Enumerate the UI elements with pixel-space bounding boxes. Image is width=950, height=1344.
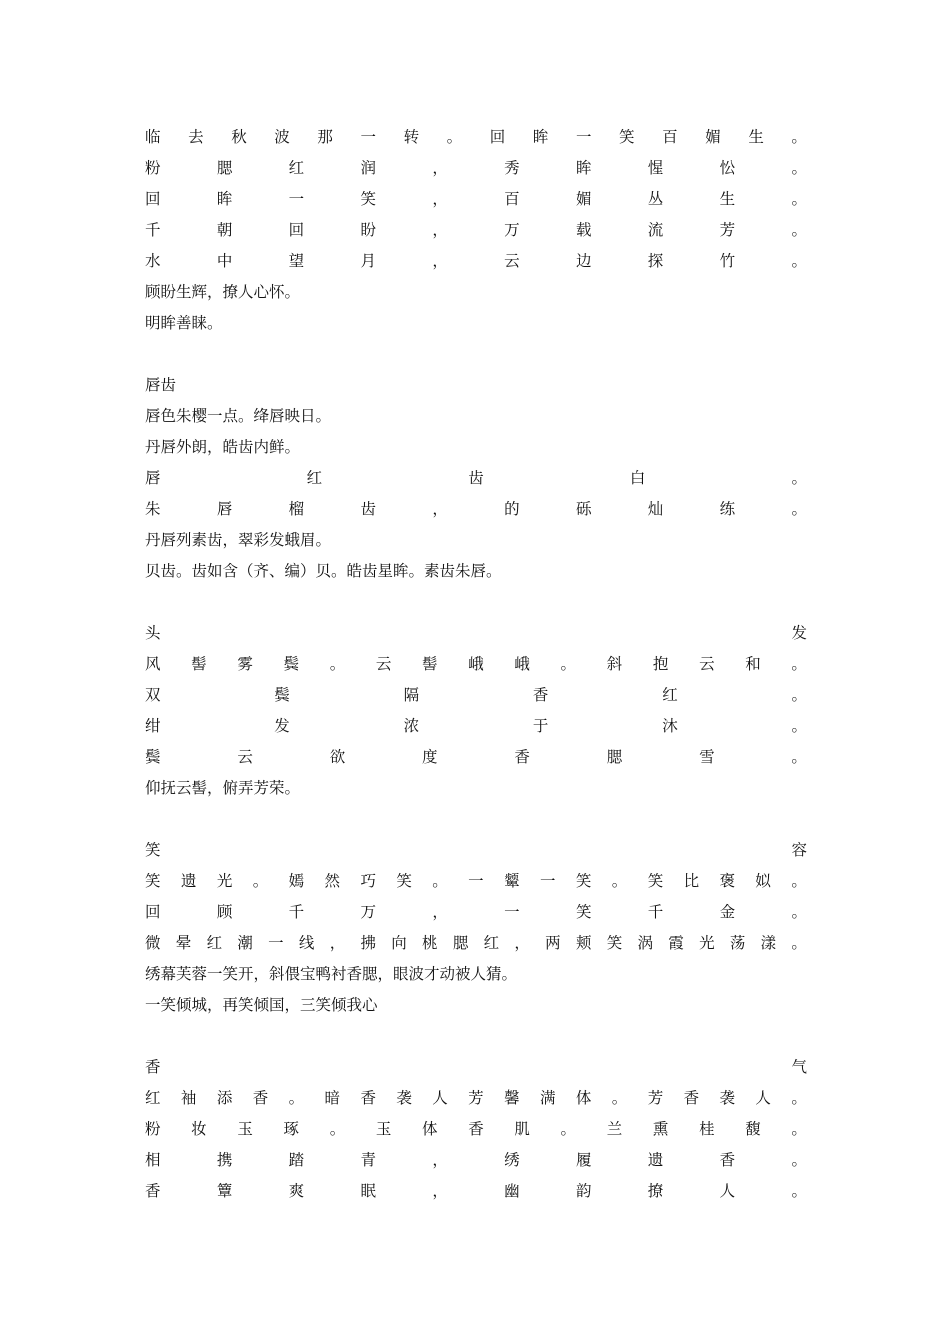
character: 齿 bbox=[360, 500, 376, 518]
character: 满 bbox=[539, 1089, 556, 1107]
character: 体 bbox=[422, 1120, 438, 1138]
character: 红 bbox=[145, 1089, 161, 1107]
character: 拂 bbox=[360, 934, 376, 952]
character: 回 bbox=[145, 190, 161, 208]
text-line-justified bbox=[145, 680, 807, 711]
character: 红 bbox=[288, 159, 305, 177]
character: 绣 bbox=[504, 1151, 520, 1169]
character: 腮 bbox=[452, 934, 469, 952]
character: 抱 bbox=[652, 655, 669, 673]
character: 于 bbox=[532, 717, 549, 735]
character: 惺 bbox=[647, 159, 664, 177]
character: 踏 bbox=[288, 1151, 305, 1169]
character: 。 bbox=[791, 190, 807, 208]
character: 。 bbox=[791, 872, 807, 890]
character: 回 bbox=[489, 128, 506, 146]
character: 腮 bbox=[216, 159, 233, 177]
text-line: 丹唇列素齿，翠彩发蛾眉。 bbox=[145, 531, 332, 549]
character: 千 bbox=[145, 221, 161, 239]
character: 。 bbox=[791, 1182, 807, 1200]
character: 。 bbox=[791, 128, 807, 146]
character: 顾 bbox=[216, 903, 233, 921]
text-line: 仰抚云髻，俯弄芳荣。 bbox=[145, 779, 301, 797]
character: 波 bbox=[274, 128, 290, 146]
text-line: 丹唇外朗，皓齿内鲜。 bbox=[145, 438, 301, 456]
character: 。 bbox=[791, 903, 807, 921]
text-line-justified bbox=[145, 1114, 807, 1145]
character: 光 bbox=[699, 934, 715, 952]
character: 。 bbox=[329, 655, 346, 673]
character: 。 bbox=[791, 686, 807, 704]
character: 人 bbox=[719, 1182, 736, 1200]
text-line-justified bbox=[145, 866, 807, 897]
character: 百 bbox=[504, 190, 520, 208]
text-line: 唇齿 bbox=[145, 376, 177, 394]
character: 媚 bbox=[705, 128, 721, 146]
character: 潮 bbox=[237, 934, 253, 952]
character: 峨 bbox=[468, 655, 484, 673]
character: 盼 bbox=[360, 221, 376, 239]
character: 峨 bbox=[514, 655, 530, 673]
character: 笑 bbox=[619, 128, 635, 146]
blank-line bbox=[145, 339, 807, 370]
text-line-justified bbox=[145, 494, 807, 525]
character: 一 bbox=[288, 190, 305, 208]
character: ， bbox=[432, 252, 448, 270]
character: 香 bbox=[145, 1058, 161, 1076]
character: 。 bbox=[560, 655, 577, 673]
text-line-justified bbox=[145, 184, 807, 215]
character: 头 bbox=[145, 624, 161, 642]
character: 颦 bbox=[504, 872, 520, 890]
character: 雪 bbox=[699, 748, 715, 766]
character: 青 bbox=[360, 1151, 376, 1169]
character: 髻 bbox=[191, 655, 207, 673]
character: 香 bbox=[468, 1120, 484, 1138]
character: 。 bbox=[791, 1151, 807, 1169]
character: 履 bbox=[575, 1151, 592, 1169]
text-line-justified bbox=[145, 649, 807, 680]
character: 一 bbox=[360, 128, 376, 146]
character: 。 bbox=[791, 748, 807, 766]
text-line-justified bbox=[145, 711, 807, 742]
text-line: 明眸善睐。 bbox=[145, 314, 223, 332]
character: 涡 bbox=[637, 934, 654, 952]
character: 千 bbox=[647, 903, 664, 921]
text-line-justified bbox=[145, 1052, 807, 1083]
character: ， bbox=[432, 500, 448, 518]
character: 桃 bbox=[422, 934, 438, 952]
character: 遗 bbox=[180, 872, 197, 890]
character: 砾 bbox=[575, 500, 592, 518]
character: 笑 bbox=[575, 872, 592, 890]
character: 相 bbox=[145, 1151, 161, 1169]
character: 携 bbox=[216, 1151, 233, 1169]
character: 兰 bbox=[606, 1120, 623, 1138]
character: 。 bbox=[791, 159, 807, 177]
text-line-justified bbox=[145, 897, 807, 928]
character: ， bbox=[432, 1151, 448, 1169]
character: 香 bbox=[514, 748, 530, 766]
character: 。 bbox=[791, 1089, 807, 1107]
character: 韵 bbox=[575, 1182, 592, 1200]
character: 生 bbox=[748, 128, 764, 146]
character: 秀 bbox=[504, 159, 520, 177]
character: 流 bbox=[647, 221, 664, 239]
text-line-justified bbox=[145, 1176, 807, 1207]
character: 遗 bbox=[647, 1151, 664, 1169]
text-line: 唇色朱樱一点。绛唇映日。 bbox=[145, 407, 332, 425]
character: 桂 bbox=[699, 1120, 715, 1138]
character: 香 bbox=[683, 1089, 700, 1107]
character: 线 bbox=[298, 934, 315, 952]
blank-line bbox=[145, 804, 807, 835]
character: 妆 bbox=[191, 1120, 207, 1138]
character: 。 bbox=[611, 1089, 628, 1107]
character: 肌 bbox=[514, 1120, 530, 1138]
character: 霞 bbox=[668, 934, 684, 952]
character: 水 bbox=[145, 252, 161, 270]
text-line-justified bbox=[145, 928, 807, 959]
character: 笑 bbox=[606, 934, 623, 952]
character: 一 bbox=[504, 903, 520, 921]
character: 玉 bbox=[237, 1120, 253, 1138]
character: 巧 bbox=[360, 872, 376, 890]
character: 暗 bbox=[324, 1089, 341, 1107]
character: 月 bbox=[360, 252, 376, 270]
character: 斜 bbox=[606, 655, 623, 673]
text-line-justified bbox=[145, 215, 807, 246]
character: ， bbox=[432, 903, 448, 921]
character: 笑 bbox=[396, 872, 412, 890]
character: 袭 bbox=[719, 1089, 736, 1107]
character: 。 bbox=[611, 872, 628, 890]
text-line-justified bbox=[145, 122, 807, 153]
character: 体 bbox=[575, 1089, 592, 1107]
character: 。 bbox=[432, 872, 448, 890]
character: 秋 bbox=[231, 128, 247, 146]
character: 然 bbox=[324, 872, 341, 890]
character: 粉 bbox=[145, 1120, 161, 1138]
character: 馨 bbox=[504, 1089, 520, 1107]
character: 鬓 bbox=[283, 655, 300, 673]
character: 。 bbox=[791, 1120, 807, 1138]
text-line-justified bbox=[145, 153, 807, 184]
character: 发 bbox=[791, 624, 807, 642]
character: 万 bbox=[360, 903, 376, 921]
character: 香 bbox=[719, 1151, 736, 1169]
text-line-justified bbox=[145, 246, 807, 277]
character: 眠 bbox=[360, 1182, 376, 1200]
character: 晕 bbox=[175, 934, 192, 952]
character: 姒 bbox=[755, 872, 771, 890]
character: 忪 bbox=[719, 159, 736, 177]
character: 笑 bbox=[360, 190, 376, 208]
character: 荡 bbox=[729, 934, 746, 952]
character: 一 bbox=[468, 872, 484, 890]
character: 笑 bbox=[575, 903, 592, 921]
character: 唇 bbox=[216, 500, 233, 518]
character: 探 bbox=[647, 252, 664, 270]
character: 白 bbox=[629, 469, 646, 487]
character: 袭 bbox=[396, 1089, 412, 1107]
text-line-justified bbox=[145, 742, 807, 773]
character: 添 bbox=[216, 1089, 233, 1107]
character: 笑 bbox=[647, 872, 664, 890]
character: 万 bbox=[504, 221, 520, 239]
character: 。 bbox=[329, 1120, 346, 1138]
character: 熏 bbox=[652, 1120, 669, 1138]
text-line-justified bbox=[145, 1083, 807, 1114]
character: 粉 bbox=[145, 159, 161, 177]
character: 。 bbox=[791, 934, 807, 952]
text-line: 贝齿。齿如含（齐、编）贝。皓齿星眸。素齿朱唇。 bbox=[145, 562, 502, 580]
character: 腮 bbox=[606, 748, 623, 766]
character: 生 bbox=[719, 190, 736, 208]
character: 的 bbox=[504, 500, 520, 518]
character: 眸 bbox=[532, 128, 549, 146]
character: 香 bbox=[360, 1089, 376, 1107]
character: 漾 bbox=[760, 934, 777, 952]
character: 袖 bbox=[180, 1089, 197, 1107]
character: 香 bbox=[252, 1089, 269, 1107]
character: 丛 bbox=[647, 190, 664, 208]
character: 百 bbox=[662, 128, 678, 146]
character: 褒 bbox=[719, 872, 736, 890]
character: 齿 bbox=[468, 469, 484, 487]
character: ， bbox=[432, 1182, 448, 1200]
character: 容 bbox=[791, 841, 807, 859]
character: 云 bbox=[375, 655, 392, 673]
character: 笑 bbox=[145, 872, 161, 890]
character: 。 bbox=[252, 872, 269, 890]
character: 隔 bbox=[403, 686, 420, 704]
character: 馥 bbox=[745, 1120, 761, 1138]
text-line: 一笑倾城，再笑倾国，三笑倾我心 bbox=[145, 996, 378, 1014]
character: 琢 bbox=[283, 1120, 300, 1138]
character: 榴 bbox=[288, 500, 305, 518]
blank-line bbox=[145, 587, 807, 618]
character: 一 bbox=[539, 872, 556, 890]
character: 玉 bbox=[375, 1120, 392, 1138]
character: 一 bbox=[575, 128, 592, 146]
blank-line bbox=[145, 1021, 807, 1052]
character: 望 bbox=[288, 252, 305, 270]
text-line-justified bbox=[145, 1145, 807, 1176]
character: 。 bbox=[791, 252, 807, 270]
character: 中 bbox=[216, 252, 233, 270]
character: 颊 bbox=[575, 934, 592, 952]
character: 红 bbox=[306, 469, 323, 487]
character: 簟 bbox=[216, 1182, 233, 1200]
character: 。 bbox=[560, 1120, 577, 1138]
character: 沐 bbox=[662, 717, 678, 735]
character: 竹 bbox=[719, 252, 736, 270]
character: 眸 bbox=[575, 159, 592, 177]
character: 转 bbox=[403, 128, 420, 146]
character: 两 bbox=[545, 934, 561, 952]
character: 髻 bbox=[422, 655, 438, 673]
character: 嫣 bbox=[288, 872, 305, 890]
character: 唇 bbox=[145, 469, 161, 487]
character: 灿 bbox=[647, 500, 664, 518]
character: 比 bbox=[683, 872, 700, 890]
character: 雾 bbox=[237, 655, 253, 673]
document-body bbox=[145, 122, 807, 1207]
character: 香 bbox=[532, 686, 549, 704]
character: 红 bbox=[206, 934, 223, 952]
character: ， bbox=[432, 190, 448, 208]
character: 气 bbox=[791, 1058, 807, 1076]
character: 。 bbox=[288, 1089, 305, 1107]
character: 绀 bbox=[145, 717, 161, 735]
character: 向 bbox=[391, 934, 407, 952]
character: 润 bbox=[360, 159, 376, 177]
text-line: 绣幕芙蓉一笑开，斜偎宝鸭衬香腮，眼波才动被人猜。 bbox=[145, 965, 518, 983]
text-line-justified bbox=[145, 463, 807, 494]
character: 爽 bbox=[288, 1182, 305, 1200]
character: 香 bbox=[145, 1182, 161, 1200]
character: 金 bbox=[719, 903, 736, 921]
character: ， bbox=[514, 934, 530, 952]
character: 微 bbox=[145, 934, 161, 952]
character: 风 bbox=[145, 655, 161, 673]
character: 红 bbox=[662, 686, 678, 704]
character: 回 bbox=[288, 221, 305, 239]
character: 媚 bbox=[575, 190, 592, 208]
character: 浓 bbox=[403, 717, 420, 735]
character: 欲 bbox=[329, 748, 346, 766]
character: 云 bbox=[237, 748, 253, 766]
character: 云 bbox=[504, 252, 520, 270]
character: ， bbox=[432, 159, 448, 177]
character: 朱 bbox=[145, 500, 161, 518]
character: 练 bbox=[719, 500, 736, 518]
character: 幽 bbox=[504, 1182, 520, 1200]
character: 回 bbox=[145, 903, 161, 921]
character: 双 bbox=[145, 686, 161, 704]
character: 临 bbox=[145, 128, 161, 146]
character: 撩 bbox=[647, 1182, 664, 1200]
character: 。 bbox=[791, 221, 807, 239]
character: 红 bbox=[483, 934, 500, 952]
character: 千 bbox=[288, 903, 305, 921]
character: 发 bbox=[274, 717, 290, 735]
character: 朝 bbox=[216, 221, 233, 239]
character: 。 bbox=[446, 128, 463, 146]
text-line-justified bbox=[145, 618, 807, 649]
character: 边 bbox=[575, 252, 592, 270]
character: 云 bbox=[699, 655, 715, 673]
character: 载 bbox=[575, 221, 592, 239]
character: ， bbox=[432, 221, 448, 239]
character: 人 bbox=[755, 1089, 771, 1107]
character: 芳 bbox=[719, 221, 736, 239]
character: 一 bbox=[268, 934, 284, 952]
character: 芳 bbox=[647, 1089, 664, 1107]
character: 鬓 bbox=[145, 748, 161, 766]
character: 那 bbox=[317, 128, 333, 146]
character: 鬓 bbox=[274, 686, 290, 704]
character: 度 bbox=[422, 748, 438, 766]
text-line-justified bbox=[145, 835, 807, 866]
character: 芳 bbox=[468, 1089, 484, 1107]
character: ， bbox=[329, 934, 346, 952]
character: 眸 bbox=[216, 190, 233, 208]
character: 和 bbox=[745, 655, 761, 673]
character: 人 bbox=[432, 1089, 448, 1107]
character: 。 bbox=[791, 469, 807, 487]
character: 光 bbox=[216, 872, 233, 890]
character: 。 bbox=[791, 655, 807, 673]
character: 。 bbox=[791, 717, 807, 735]
character: 笑 bbox=[145, 841, 161, 859]
text-line: 顾盼生辉，撩人心怀。 bbox=[145, 283, 301, 301]
character: 。 bbox=[791, 500, 807, 518]
character: 去 bbox=[188, 128, 204, 146]
